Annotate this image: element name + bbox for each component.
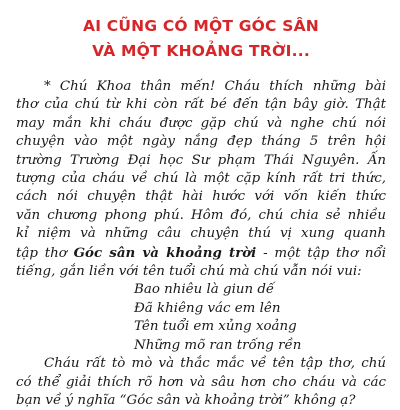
text-line: Cháu rất tò mò và thắc mắc về tên tập thơ, chú <box>44 356 386 372</box>
text-line: có thể giải thích rõ hơn và sâu hơn cho cháu và các <box>16 374 386 390</box>
article-title <box>16 14 386 64</box>
poem-line: Bao nhiêu là giun dế <box>134 282 275 298</box>
text-line: may mắn khi cháu được gặp chú và nghe chú nói <box>16 115 386 131</box>
text-line: tiếng, gắn liền với tên tuổi chú mà chú vẫn nói vui: <box>16 264 362 280</box>
poem-line: Tên tuổi em xủng xoảng <box>134 319 297 335</box>
text-line: * Chú Khoa thân mến! Cháu thích những bài <box>44 79 386 94</box>
text-line: trường Trường Đại học Sư phạm Thái Nguyên. Ấn <box>16 152 386 168</box>
paragraph-1 <box>16 78 386 281</box>
title-line-1: AI CŨNG CÓ MỘT GÓC SÂN <box>83 17 319 35</box>
text-line: tượng của cháu về chú là một cặp kính rất tri thức, <box>16 171 386 187</box>
text-line: thơ của chú từ khi còn rất bé đến tận bây giờ. Thật <box>16 97 386 113</box>
book-title: Góc sân và khoảng trời <box>73 244 257 261</box>
text-line: chuyện vào một ngày nắng đẹp tháng 5 trên hội <box>16 134 386 150</box>
text-line: cách nói chuyện thật hài hước với vốn kiến thức <box>16 189 386 205</box>
text-segment: tập thơ <box>16 245 74 261</box>
text-line: văn chương phong phú. Hôm đó, chú chia sẻ nhiều <box>16 207 386 223</box>
article-body <box>16 78 386 410</box>
poem-line: Đã khiêng vác em lên <box>134 300 281 316</box>
text-line: kỉ niệm và những câu chuyện thú vị xung quanh <box>16 226 386 242</box>
text-segment: - một tập thơ nổi <box>256 245 386 261</box>
poem-line: Những mõ ran trống rền <box>134 337 302 353</box>
poem-excerpt <box>16 281 386 355</box>
paragraph-2 <box>16 355 386 410</box>
title-line-2: VÀ MỘT KHOẢNG TRỜI... <box>92 42 310 60</box>
text-line: bạn về ý nghĩa “Góc sân và khoảng trời” không ạ? <box>16 392 356 408</box>
text-line-with-book-title <box>16 244 386 263</box>
